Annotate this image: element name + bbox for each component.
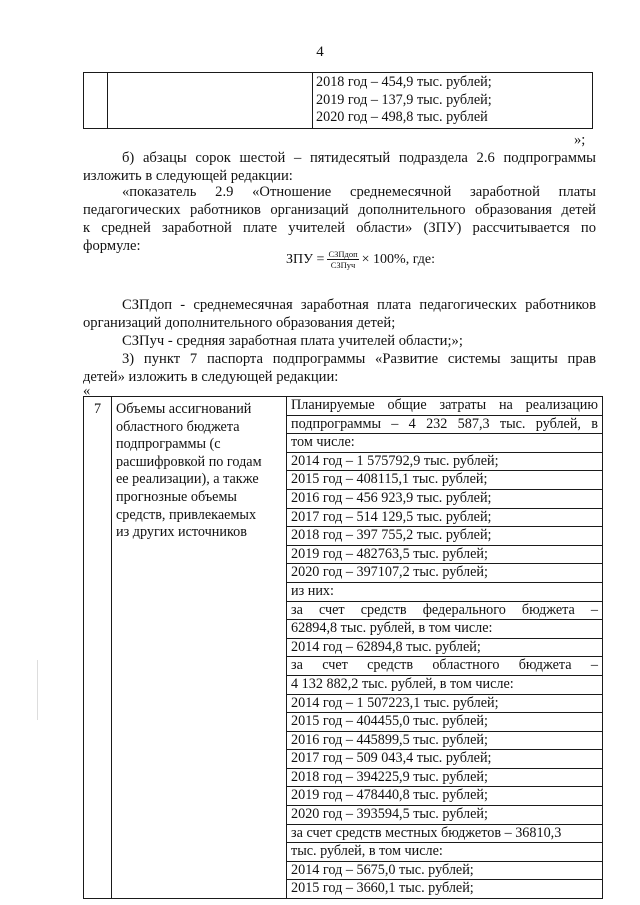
- name-line: Объемы ассигнований: [116, 401, 252, 417]
- list-item: Планируемые общие затраты на реализацию: [287, 397, 602, 416]
- definition-line: организаций дополнительного образования детей;: [83, 315, 396, 331]
- list-item: 2014 год – 5675,0 тыс. рублей;: [287, 862, 602, 881]
- closing-quote: »;: [574, 132, 586, 148]
- table-item-name: [112, 397, 287, 899]
- table-row: 2020 год – 498,8 тыс. рублей: [316, 109, 488, 126]
- formula: [286, 249, 435, 270]
- definition-line: СЗПуч - средняя заработная плата учителей области;»;: [122, 333, 463, 349]
- list-item: 2020 год – 397107,2 тыс. рублей;: [287, 564, 602, 583]
- top-table-content-cell: [313, 73, 593, 129]
- list-item: 2018 год – 394225,9 тыс. рублей;: [287, 769, 602, 788]
- formula-denominator: СЗПуч: [330, 260, 356, 270]
- name-line: ее реализации), а также: [116, 471, 259, 488]
- para-3-line: 3) пункт 7 паспорта подпрограммы «Развитие системы защиты прав: [122, 351, 596, 367]
- list-item: 2016 год – 445899,5 тыс. рублей;: [287, 732, 602, 751]
- page-number: 4: [316, 44, 324, 60]
- list-item: 2014 год – 62894,8 тыс. рублей;: [287, 639, 602, 658]
- list-item: 2016 год – 456 923,9 тыс. рублей;: [287, 490, 602, 509]
- top-table-name-cell: [108, 73, 313, 129]
- list-item: тыс. рублей, в том числе:: [287, 843, 602, 862]
- name-line: прогнозные объемы: [116, 488, 237, 505]
- para-3-line: детей» изложить в следующей редакции:: [83, 369, 339, 385]
- list-item: 2014 год – 1 507223,1 тыс. рублей;: [287, 695, 602, 714]
- definition-line: СЗПдоп - среднемесячная заработная плата педагогических работников: [122, 297, 596, 313]
- name-line: расшифровкой по годам: [116, 453, 262, 470]
- top-table-num-cell: [84, 73, 108, 129]
- list-item: 62894,8 тыс. рублей, в том числе:: [287, 620, 602, 639]
- list-item: 2014 год – 1 575792,9 тыс. рублей;: [287, 453, 602, 472]
- list-item: 2018 год – 397 755,2 тыс. рублей;: [287, 527, 602, 546]
- name-line: из других источников: [116, 524, 247, 541]
- indicator-line: формуле:: [83, 238, 141, 254]
- list-item: 2017 год – 509 043,4 тыс. рублей;: [287, 750, 602, 769]
- list-item: 2017 год – 514 129,5 тыс. рублей;: [287, 509, 602, 528]
- list-item: том числе:: [287, 434, 602, 453]
- list-item: 2019 год – 482763,5 тыс. рублей;: [287, 546, 602, 565]
- table-row: 2019 год – 137,9 тыс. рублей;: [316, 91, 492, 108]
- table-item-content: [287, 397, 603, 899]
- name-line: областного бюджета: [116, 418, 240, 435]
- table-item-number: 7: [84, 397, 112, 899]
- list-item: 4 132 882,2 тыс. рублей, в том числе:: [287, 676, 602, 695]
- list-item: из них:: [287, 583, 602, 602]
- formula-rhs: × 100%, где:: [361, 251, 435, 267]
- indicator-line: педагогических работников организаций дополнительного образования детей: [83, 202, 596, 218]
- list-item: подпрограммы – 4 232 587,3 тыс. рублей, в: [287, 416, 602, 435]
- top-table: [83, 72, 593, 129]
- open-quote: «: [83, 383, 91, 399]
- scan-margin-mark: [37, 660, 38, 720]
- para-b-line: б) абзацы сорок шестой – пятидесятый подраздела 2.6 подпрограммы: [122, 150, 596, 166]
- name-line: средств, привлекаемых: [116, 506, 257, 523]
- list-item: 2015 год – 408115,1 тыс. рублей;: [287, 471, 602, 490]
- para-b-line: изложить в следующей редакции:: [83, 168, 293, 184]
- formula-fraction: [327, 249, 358, 270]
- list-item: 2015 год – 3660,1 тыс. рублей;: [291, 880, 474, 897]
- table-row: 2018 год – 454,9 тыс. рублей;: [316, 74, 492, 90]
- list-item: за счет средств федерального бюджета –: [287, 602, 602, 621]
- name-line: подпрограммы (с: [116, 436, 221, 453]
- formula-lhs: ЗПУ =: [286, 251, 325, 267]
- formula-numerator: СЗПдоп: [328, 249, 358, 259]
- list-item: 2019 год – 478440,8 тыс. рублей;: [287, 787, 602, 806]
- indicator-line: «показатель 2.9 «Отношение среднемесячной заработной платы: [122, 184, 596, 200]
- list-item: за счет средств областного бюджета –: [287, 657, 602, 676]
- list-item: 2015 год – 404455,0 тыс. рублей;: [287, 713, 602, 732]
- list-item: за счет средств местных бюджетов – 36810,3: [287, 825, 602, 844]
- indicator-line: к средней заработной плате учителей области» (ЗПУ) рассчитывается по: [83, 220, 596, 236]
- passport-table: [83, 396, 603, 899]
- list-item: 2020 год – 393594,5 тыс. рублей;: [287, 806, 602, 825]
